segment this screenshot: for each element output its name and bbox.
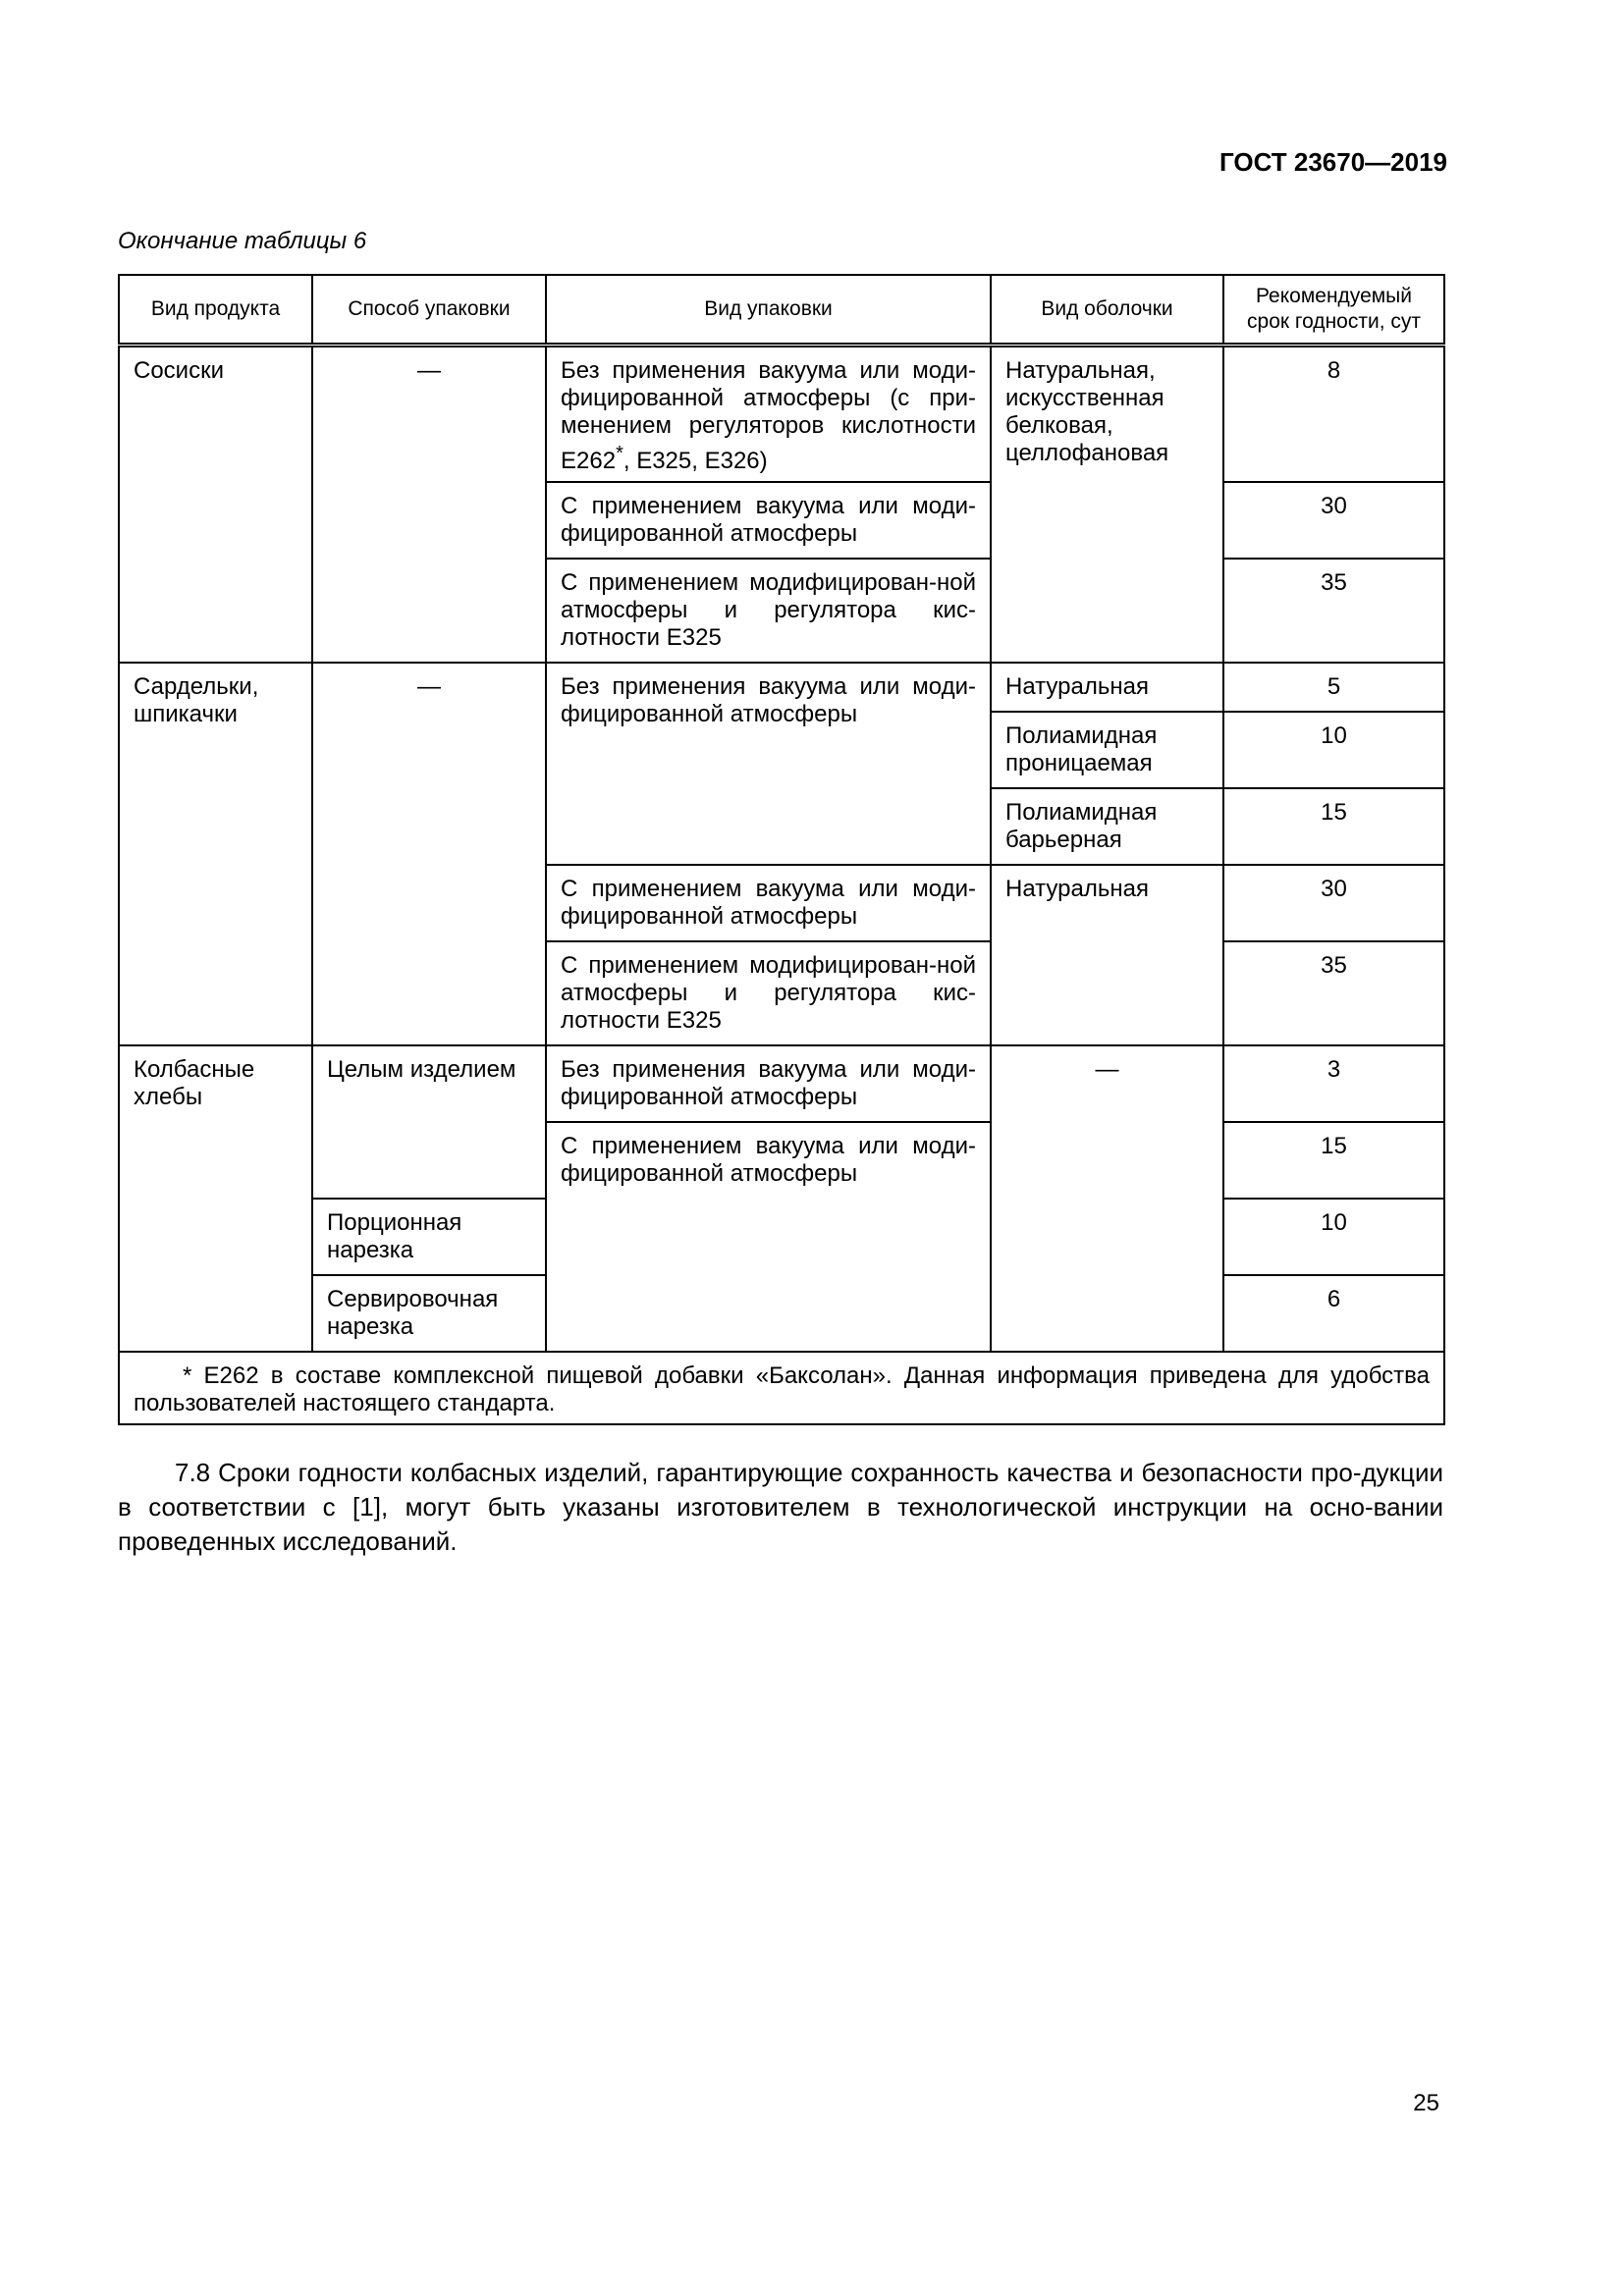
method-cell: — xyxy=(312,346,546,664)
packaging-cell: С применением модифицирован-ной атмосферы и регулятора кис-лотности E325 xyxy=(546,559,991,663)
packaging-cell: С применением модифицирован-ной атмосферы и регулятора кис-лотности E325 xyxy=(546,941,991,1045)
casing-cell: Полиамидная барьерная xyxy=(991,788,1223,865)
term-cell: 15 xyxy=(1223,1122,1444,1199)
column-header: Вид упаковки xyxy=(546,275,991,346)
packaging-cell xyxy=(546,346,991,483)
column-header: Способ упаковки xyxy=(312,275,546,346)
packaging-text-tail: , E325, E326) xyxy=(623,448,768,474)
term-cell: 3 xyxy=(1223,1045,1444,1122)
term-cell: 5 xyxy=(1223,663,1444,712)
casing-cell: — xyxy=(991,1045,1223,1352)
table-caption: Окончание таблицы 6 xyxy=(118,228,367,254)
footnote-row xyxy=(119,1352,1444,1424)
casing-cell: Натуральная, искусственная белковая, целлофановая xyxy=(991,346,1223,664)
document-code: ГОСТ 23670—2019 xyxy=(1219,147,1447,177)
footnote-mark: * xyxy=(616,443,623,464)
method-cell: Порционная нарезка xyxy=(312,1199,546,1275)
packaging-cell: Без применения вакуума или моди-фицированной атмосферы xyxy=(546,1045,991,1122)
table-footnote xyxy=(119,1352,1444,1424)
method-cell: — xyxy=(312,663,546,1045)
page-number: 25 xyxy=(1413,2090,1439,2116)
casing-cell: Полиамидная проницаемая xyxy=(991,712,1223,788)
table-row xyxy=(119,1045,1444,1122)
casing-cell: Натуральная xyxy=(991,663,1223,712)
column-header: Рекомендуемый срок годности, сут xyxy=(1223,275,1444,346)
column-header: Вид оболочки xyxy=(991,275,1223,346)
packaging-cell: С применением вакуума или моди-фицированной атмосферы xyxy=(546,482,991,559)
term-cell: 35 xyxy=(1223,941,1444,1045)
table-header-row xyxy=(119,275,1444,346)
packaging-cell: Без применения вакуума или моди-фицированной атмосферы xyxy=(546,663,991,865)
term-cell: 35 xyxy=(1223,559,1444,663)
column-header: Вид продукта xyxy=(119,275,312,346)
term-cell: 30 xyxy=(1223,865,1444,941)
term-cell: 10 xyxy=(1223,1199,1444,1275)
footnote-text: * E262 в составе комплексной пищевой добавки «Баксолан». Данная информация приведена для удобства пользователей настоящего стандарта. xyxy=(134,1362,1430,1416)
packaging-cell: С применением вакуума или моди-фицированной атмосферы xyxy=(546,1122,991,1352)
product-cell: Сардельки, шпикачки xyxy=(119,663,312,1045)
term-cell: 8 xyxy=(1223,346,1444,483)
packaging-cell: С применением вакуума или моди-фицированной атмосферы xyxy=(546,865,991,941)
method-cell: Сервировочная нарезка xyxy=(312,1275,546,1352)
shelf-life-table xyxy=(118,274,1445,1425)
table-row xyxy=(119,346,1444,483)
paragraph-text: 7.8 Сроки годности колбасных изделий, гарантирующие сохранность качества и безопасности про-дукции в соответствии с [1], могут быть указаны изготовителем в технологической инструкции на осно-вании проведенных исследований. xyxy=(118,1458,1443,1556)
casing-cell: Натуральная xyxy=(991,865,1223,1045)
table-row xyxy=(119,663,1444,712)
product-cell: Колбасные хлебы xyxy=(119,1045,312,1352)
body-paragraph xyxy=(118,1456,1443,1559)
term-cell: 6 xyxy=(1223,1275,1444,1352)
term-cell: 30 xyxy=(1223,482,1444,559)
packaging-text: Без применения вакуума или моди-фицированной атмосферы (с при-менением регуляторов кислотности E262 xyxy=(561,357,976,474)
term-cell: 10 xyxy=(1223,712,1444,788)
method-cell: Целым изделием xyxy=(312,1045,546,1199)
product-cell: Сосиски xyxy=(119,346,312,664)
term-cell: 15 xyxy=(1223,788,1444,865)
